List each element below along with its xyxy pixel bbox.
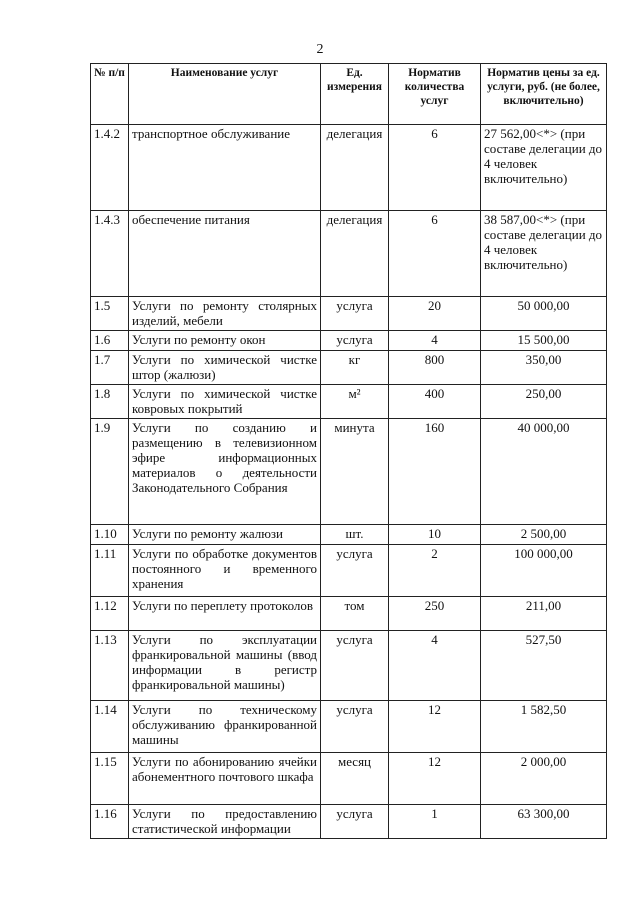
row-unit: услуга: [321, 297, 389, 331]
header-name: Наименование услуг: [129, 64, 321, 125]
row-qty: 6: [389, 125, 481, 211]
row-price: 250,00: [481, 385, 607, 419]
row-price: 50 000,00: [481, 297, 607, 331]
row-price: 211,00: [481, 597, 607, 631]
row-unit: делегация: [321, 125, 389, 211]
row-qty: 12: [389, 753, 481, 805]
row-price: 2 500,00: [481, 525, 607, 545]
table-row: [91, 525, 607, 545]
row-unit: шт.: [321, 525, 389, 545]
row-qty: 4: [389, 631, 481, 701]
row-num: 1.15: [91, 753, 129, 805]
row-qty: 160: [389, 419, 481, 525]
row-unit: м²: [321, 385, 389, 419]
row-unit: минута: [321, 419, 389, 525]
row-num: 1.16: [91, 805, 129, 839]
table-row: [91, 701, 607, 753]
row-name: Услуги по ремонту окон: [129, 331, 321, 351]
row-unit: месяц: [321, 753, 389, 805]
services-table: [90, 63, 607, 839]
table-row: [91, 125, 607, 211]
row-name: Услуги по техническому обслуживанию франкированной машины: [129, 701, 321, 753]
row-num: 1.14: [91, 701, 129, 753]
header-price: Норматив цены за ед. услуги, руб. (не более, включительно): [481, 64, 607, 125]
row-name: Услуги по переплету протоколов: [129, 597, 321, 631]
row-price: 27 562,00<*> (при составе делегации до 4 человек включительно): [481, 125, 607, 211]
table-header-row: [91, 64, 607, 125]
row-price: 350,00: [481, 351, 607, 385]
row-name: Услуги по обработке документов постоянного и временного хранения: [129, 545, 321, 597]
row-qty: 400: [389, 385, 481, 419]
row-qty: 800: [389, 351, 481, 385]
row-qty: 250: [389, 597, 481, 631]
row-unit: кг: [321, 351, 389, 385]
row-name: Услуги по абонированию ячейки абонементного почтового шкафа: [129, 753, 321, 805]
row-qty: 20: [389, 297, 481, 331]
row-unit: услуга: [321, 545, 389, 597]
row-num: 1.12: [91, 597, 129, 631]
row-unit: делегация: [321, 211, 389, 297]
header-unit: Ед. измерения: [321, 64, 389, 125]
table-row: [91, 331, 607, 351]
row-price: 2 000,00: [481, 753, 607, 805]
header-qty: Норматив количества услуг: [389, 64, 481, 125]
row-unit: услуга: [321, 701, 389, 753]
table-row: [91, 385, 607, 419]
row-qty: 2: [389, 545, 481, 597]
row-name: обеспечение питания: [129, 211, 321, 297]
row-name: Услуги по химической чистке штор (жалюзи): [129, 351, 321, 385]
row-price: 100 000,00: [481, 545, 607, 597]
row-qty: 6: [389, 211, 481, 297]
table-row: [91, 597, 607, 631]
row-qty: 10: [389, 525, 481, 545]
table-body: [91, 125, 607, 839]
table-row: [91, 297, 607, 331]
row-price: 15 500,00: [481, 331, 607, 351]
row-unit: услуга: [321, 805, 389, 839]
row-qty: 12: [389, 701, 481, 753]
row-unit: том: [321, 597, 389, 631]
row-unit: услуга: [321, 331, 389, 351]
row-unit: услуга: [321, 631, 389, 701]
row-num: 1.4.2: [91, 125, 129, 211]
row-num: 1.5: [91, 297, 129, 331]
table-row: [91, 211, 607, 297]
row-name: Услуги по созданию и размещению в телевизионном эфире информационных материалов о деятельности Законодательного Собрания: [129, 419, 321, 525]
row-num: 1.4.3: [91, 211, 129, 297]
row-num: 1.9: [91, 419, 129, 525]
table-row: [91, 545, 607, 597]
table-row: [91, 351, 607, 385]
row-name: Услуги по предоставлению статистической информации: [129, 805, 321, 839]
table-row: [91, 753, 607, 805]
row-num: 1.6: [91, 331, 129, 351]
row-price: 63 300,00: [481, 805, 607, 839]
row-name: Услуги по ремонту столярных изделий, мебели: [129, 297, 321, 331]
row-price: 40 000,00: [481, 419, 607, 525]
row-name: транспортное обслуживание: [129, 125, 321, 211]
row-num: 1.13: [91, 631, 129, 701]
row-price: 527,50: [481, 631, 607, 701]
table-row: [91, 419, 607, 525]
row-num: 1.10: [91, 525, 129, 545]
row-name: Услуги по химической чистке ковровых покрытий: [129, 385, 321, 419]
header-num: № п/п: [91, 64, 129, 125]
row-name: Услуги по ремонту жалюзи: [129, 525, 321, 545]
row-qty: 4: [389, 331, 481, 351]
row-num: 1.7: [91, 351, 129, 385]
row-price: 38 587,00<*> (при составе делегации до 4 человек включительно): [481, 211, 607, 297]
table-row: [91, 805, 607, 839]
page-number: 2: [316, 42, 324, 57]
row-price: 1 582,50: [481, 701, 607, 753]
row-num: 1.8: [91, 385, 129, 419]
row-num: 1.11: [91, 545, 129, 597]
row-name: Услуги по эксплуатации франкировальной машины (ввод информации в регистр франкировальной машины): [129, 631, 321, 701]
row-qty: 1: [389, 805, 481, 839]
table-row: [91, 631, 607, 701]
